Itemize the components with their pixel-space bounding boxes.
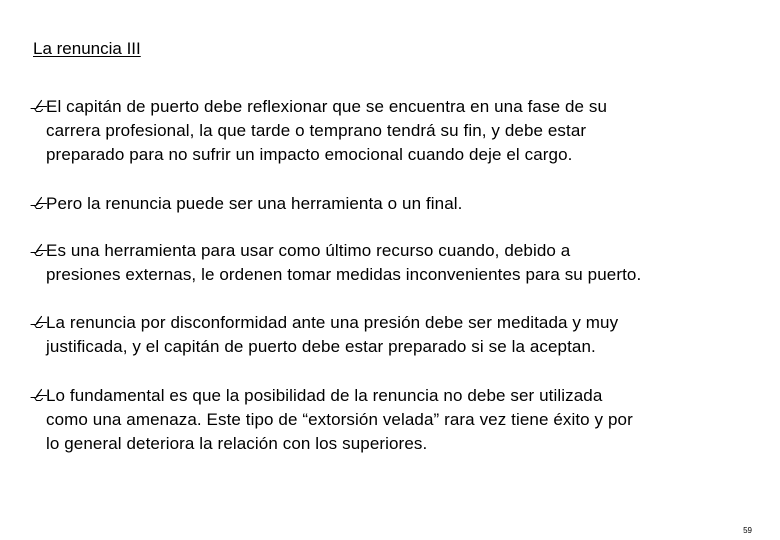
slide-title: La renuncia III	[33, 39, 141, 58]
bullet-item	[30, 311, 760, 359]
pointing-hand-icon	[30, 386, 48, 404]
pointing-hand-icon	[30, 97, 48, 115]
bullet-text: Lo fundamental es que la posibilidad de la renuncia no debe ser utilizada como una amenaza. Este tipo de “extorsión velada” rara vez tiene éxito y por lo general deteriora la relación con los superiores.	[46, 386, 633, 453]
bullet-text: El capitán de puerto debe reflexionar que se encuentra en una fase de su carrera profesional, la que tarde o temprano tendrá su fin, y debe estar preparado para no sufrir un impacto emocional cuando deje el cargo.	[46, 97, 608, 164]
bullet-text: Pero la renuncia puede ser una herramienta o un final.	[46, 194, 463, 213]
bullet-text: Es una herramienta para usar como último recurso cuando, debido a presiones externas, le ordenen tomar medidas inconvenientes para su puerto.	[46, 241, 642, 284]
bullet-item	[30, 192, 760, 216]
bullet-text: La renuncia por disconformidad ante una presión debe ser meditada y muy justificada, y el capitán de puerto debe estar preparado si se la aceptan.	[46, 313, 619, 356]
page-number: 59	[743, 526, 752, 535]
bullet-item	[30, 95, 760, 167]
bullet-item	[30, 239, 760, 287]
pointing-hand-icon	[30, 194, 48, 212]
bullet-item	[30, 384, 760, 456]
pointing-hand-icon	[30, 241, 48, 259]
pointing-hand-icon	[30, 313, 48, 331]
